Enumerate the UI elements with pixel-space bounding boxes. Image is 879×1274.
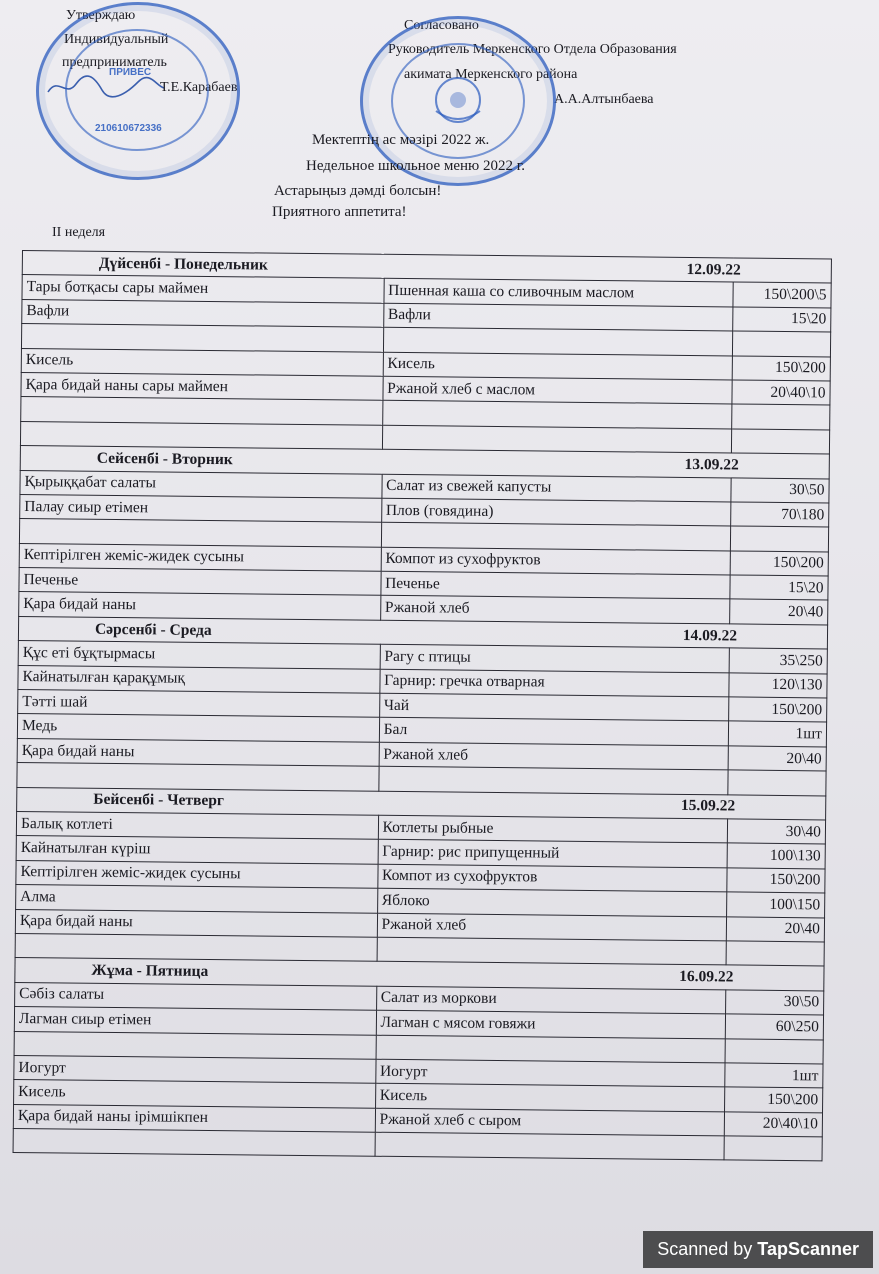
dish-ru-cell: Ржаной хлеб с сыром: [375, 1108, 725, 1136]
portion-cell: 70\180: [731, 502, 829, 527]
portion-cell: 15\20: [730, 575, 828, 600]
day-name: Дүйсенбі - Понедельник: [98, 254, 268, 274]
dish-kz-cell: [13, 1129, 375, 1157]
dish-ru-cell: [382, 401, 732, 429]
portion-cell: [732, 404, 830, 429]
portion-cell: 100\150: [727, 892, 825, 917]
dish-kz-cell: Құс еті бұқтырмасы: [18, 641, 380, 669]
scanner-watermark: [643, 1231, 873, 1268]
dish-kz-cell: Алма: [16, 885, 378, 913]
greeting-kz: Астарыңыз дәмді болсын!: [274, 183, 442, 199]
dish-ru-cell: [383, 327, 733, 355]
portion-cell: [728, 770, 826, 795]
approval-right-name: А.А.Алтынбаева: [554, 92, 654, 107]
dish-kz-cell: [20, 421, 382, 449]
portion-cell: 20\40: [728, 746, 826, 771]
dish-kz-cell: Қара бидай наны: [15, 909, 377, 937]
portion-cell: 15\20: [733, 307, 831, 332]
dish-kz-cell: Кайнатылған күріш: [16, 836, 378, 864]
portion-cell: 20\40\10: [732, 380, 830, 405]
portion-cell: 150\200: [729, 697, 827, 722]
dish-kz-cell: Палау сиыр етімен: [20, 494, 382, 522]
dish-ru-cell: Ржаной хлеб с маслом: [383, 376, 733, 404]
dish-ru-cell: [376, 1035, 726, 1063]
day-name: Жұма - Пятница: [91, 961, 209, 981]
dish-kz-cell: Балық котлеті: [16, 811, 378, 839]
watermark-brand: TapScanner: [757, 1239, 859, 1259]
dish-ru-cell: [378, 766, 728, 794]
dish-kz-cell: Қара бидай наны сары маймен: [21, 372, 383, 400]
approval-right-line-1: Согласовано: [404, 18, 479, 33]
dish-kz-cell: Иогурт: [14, 1055, 376, 1083]
dish-ru-cell: [381, 523, 731, 551]
portion-cell: 150\200: [730, 551, 828, 576]
dish-kz-cell: Вафли: [22, 299, 384, 327]
portion-cell: [730, 526, 828, 551]
portion-cell: 20\40: [726, 916, 824, 941]
dish-ru-cell: Вафли: [383, 303, 733, 331]
dish-ru-cell: Бал: [379, 718, 729, 746]
portion-cell: [726, 941, 824, 966]
dish-ru-cell: Ржаной хлеб: [379, 742, 729, 770]
dish-ru-cell: Ржаной хлеб: [380, 596, 730, 624]
portion-cell: [724, 1136, 822, 1161]
dish-ru-cell: Печенье: [381, 571, 731, 599]
day-name: Сәрсенбі - Среда: [94, 620, 212, 639]
dish-ru-cell: Кисель: [383, 352, 733, 380]
portion-cell: 1шт: [728, 721, 826, 746]
dish-ru-cell: Иогурт: [375, 1059, 725, 1087]
dish-ru-cell: [382, 425, 732, 453]
dish-kz-cell: [17, 763, 379, 791]
dish-ru-cell: Кисель: [375, 1084, 725, 1112]
dish-ru-cell: Гарнир: гречка отварная: [379, 669, 729, 697]
dish-kz-cell: Кептірілген жеміс-жидек сусыны: [19, 543, 381, 571]
portion-cell: 150\200\5: [733, 282, 831, 307]
portion-cell: 1шт: [725, 1063, 823, 1088]
portion-cell: 60\250: [725, 1014, 823, 1039]
dish-ru-cell: Салат из моркови: [376, 986, 726, 1014]
portion-cell: 120\130: [729, 673, 827, 698]
approval-left-line-3: предприниматель: [62, 55, 167, 70]
portion-cell: [732, 429, 830, 454]
dish-ru-cell: Гарнир: рис припущенный: [378, 840, 728, 868]
dish-ru-cell: Компот из сухофруктов: [381, 547, 731, 575]
portion-cell: 30\50: [726, 990, 824, 1015]
approval-left-line-2: Индивидуальный: [64, 32, 169, 47]
portion-cell: 20\40: [730, 599, 828, 624]
day-name: Сейсенбі - Вторник: [96, 449, 233, 469]
dish-kz-cell: Медь: [17, 714, 379, 742]
day-date: 14.09.22: [682, 626, 738, 645]
approval-left-line-1: Утверждаю: [66, 8, 136, 23]
approval-right-line-2: Руководитель Меркенского Отдела Образования: [388, 42, 677, 57]
dish-kz-cell: Сәбіз салаты: [15, 982, 377, 1010]
watermark-prefix: Scanned by: [657, 1239, 758, 1259]
portion-cell: 35\250: [729, 648, 827, 673]
dish-kz-cell: Қара бидай наны: [19, 592, 381, 620]
portion-cell: 100\130: [727, 843, 825, 868]
week-label: II неделя: [52, 225, 106, 240]
day-date: 13.09.22: [684, 455, 739, 474]
dish-kz-cell: [21, 324, 383, 352]
dish-kz-cell: Тары ботқасы сары маймен: [22, 275, 384, 303]
dish-ru-cell: Лагман с мясом говяжи: [376, 1010, 726, 1038]
dish-kz-cell: Қара бидай наны: [17, 738, 379, 766]
day-date: 15.09.22: [680, 797, 736, 815]
dish-kz-cell: [19, 519, 381, 547]
dish-kz-cell: [15, 933, 377, 961]
greeting-ru: Приятного аппетита!: [272, 204, 407, 220]
dish-ru-cell: Салат из свежей капусты: [382, 474, 732, 502]
dish-ru-cell: [375, 1132, 725, 1160]
emblem-icon: [425, 67, 491, 133]
portion-cell: 20\40\10: [724, 1112, 822, 1137]
portion-cell: 150\200: [732, 356, 830, 381]
portion-cell: 30\50: [731, 477, 829, 502]
dish-ru-cell: Плов (говядина): [381, 498, 731, 526]
dish-kz-cell: Кисель: [21, 348, 383, 376]
dish-kz-cell: Тәтті шай: [18, 690, 380, 718]
day-date: 12.09.22: [686, 260, 741, 279]
dish-kz-cell: Кисель: [14, 1080, 376, 1108]
dish-ru-cell: Чай: [379, 693, 729, 721]
dish-kz-cell: [21, 397, 383, 425]
title-kz: Мектептің ас мәзірі 2022 ж.: [312, 132, 490, 148]
dish-ru-cell: Яблоко: [377, 888, 727, 916]
left-round-stamp: ПРИВЕС 210610672336: [36, 2, 240, 180]
portion-cell: 150\200: [725, 1087, 823, 1112]
approval-right-line-3: акимата Меркенского района: [404, 67, 578, 82]
title-ru: Недельное школьное меню 2022 г.: [306, 158, 525, 174]
dish-ru-cell: Ржаной хлеб: [377, 913, 727, 941]
dish-kz-cell: Қырыққабат салаты: [20, 470, 382, 498]
dish-ru-cell: Котлеты рыбные: [378, 815, 728, 843]
dish-ru-cell: Пшенная каша со сливочным маслом: [384, 279, 734, 307]
portion-cell: [733, 331, 831, 356]
approval-left-name: Т.Е.Карабаев: [160, 80, 238, 95]
menu-table: [13, 250, 832, 1162]
dish-ru-cell: [377, 937, 727, 965]
dish-ru-cell: Рагу с птицы: [380, 645, 730, 673]
dish-kz-cell: Лагман сиыр етімен: [14, 1007, 376, 1035]
portion-cell: 150\200: [727, 868, 825, 893]
portion-cell: 30\40: [727, 819, 825, 844]
day-name: Бейсенбі - Четверг: [93, 791, 225, 810]
dish-ru-cell: Компот из сухофруктов: [377, 864, 727, 892]
dish-kz-cell: Кептірілген жеміс-жидек сусыны: [16, 860, 378, 888]
dish-kz-cell: Кайнатылған қарақұмық: [18, 665, 380, 693]
day-date: 16.09.22: [679, 967, 734, 986]
dish-kz-cell: [14, 1031, 376, 1059]
portion-cell: [725, 1038, 823, 1063]
dish-kz-cell: Қара бидай наны ірімшікпен: [13, 1104, 375, 1132]
dish-kz-cell: Печенье: [19, 568, 381, 596]
